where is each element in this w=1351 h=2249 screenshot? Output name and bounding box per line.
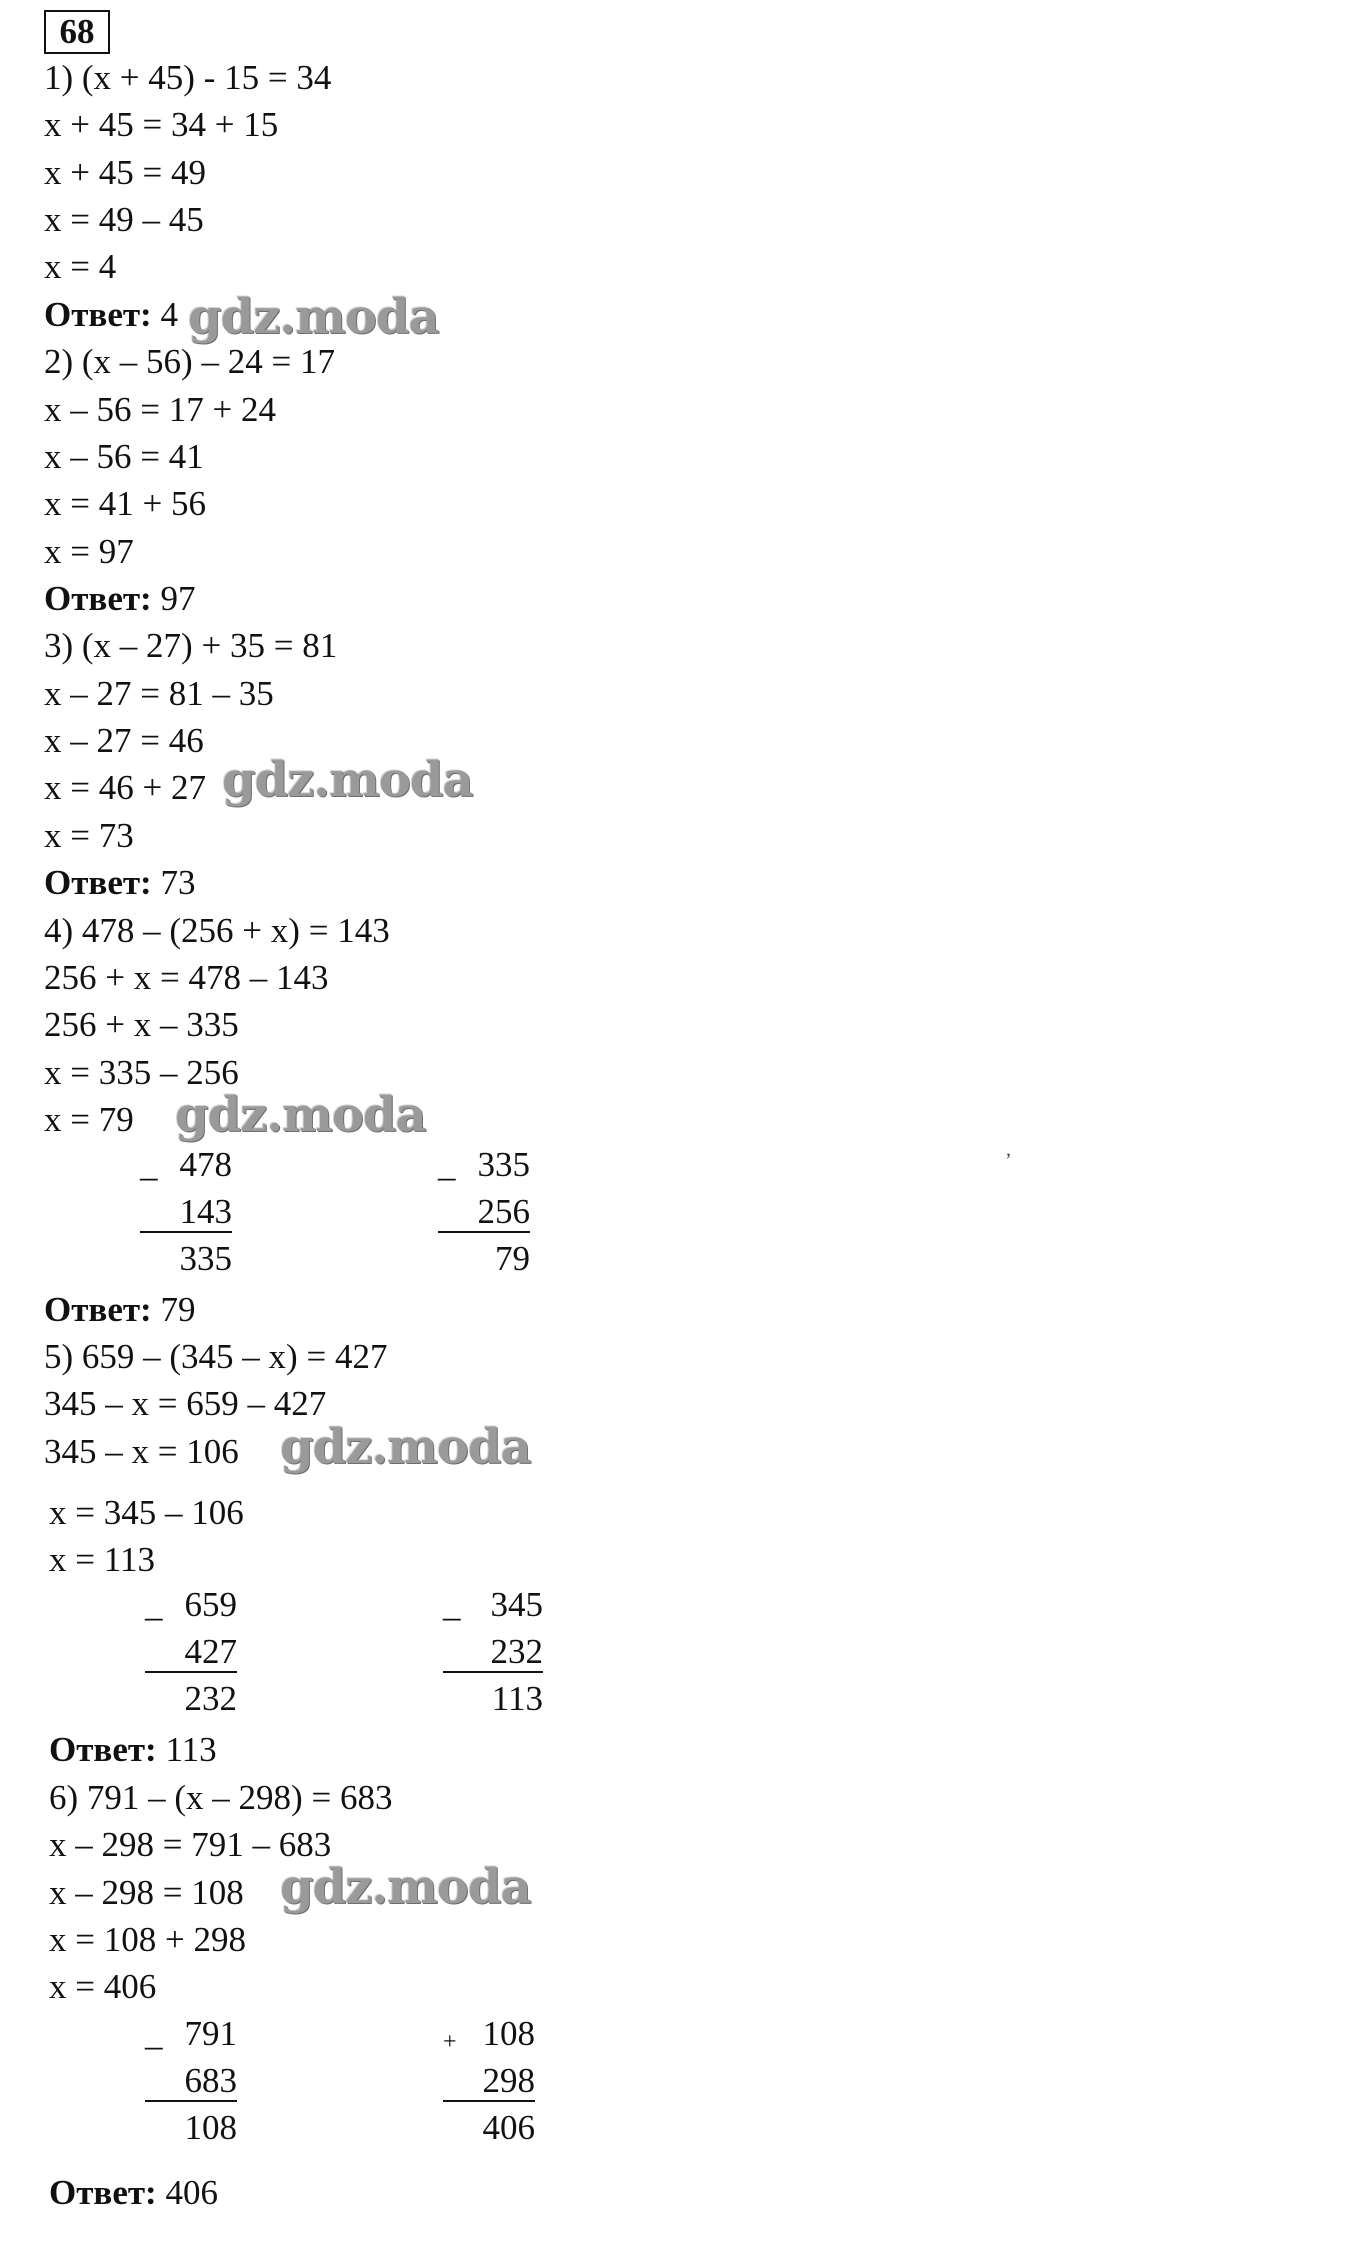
answer-label: Ответ: <box>49 2173 157 2212</box>
answer-label: Ответ: <box>44 579 152 618</box>
difference: 335 <box>179 1239 232 1278</box>
answer-value: 73 <box>160 863 196 902</box>
equation-line: 1) (x + 45) - 15 = 34 <box>44 58 332 97</box>
equation-line: x + 45 = 49 <box>44 153 206 192</box>
answer-value: 79 <box>160 1290 196 1329</box>
result-rule <box>145 1671 237 1673</box>
equation-line: x = 113 <box>49 1540 155 1579</box>
equation-line: 345 – x = 106 <box>44 1432 239 1471</box>
answer-line <box>44 1290 195 1330</box>
answer-line <box>44 295 178 335</box>
column-subtraction <box>438 1145 530 1278</box>
minuend: 345 <box>490 1585 543 1624</box>
column-addition <box>443 2014 535 2147</box>
subtrahend: 143 <box>179 1192 232 1231</box>
answer-label: Ответ: <box>44 1290 152 1329</box>
watermark: gdz.moda <box>280 1419 531 1475</box>
minuend: 791 <box>184 2014 237 2053</box>
difference: 113 <box>491 1679 543 1718</box>
equation-line: 256 + x = 478 – 143 <box>44 958 329 997</box>
equation-line: x – 27 = 46 <box>44 721 204 760</box>
difference: 232 <box>184 1679 237 1718</box>
column-subtraction <box>140 1145 232 1278</box>
equation-line: 3) (x – 27) + 35 = 81 <box>44 626 338 665</box>
column-subtraction <box>145 1585 237 1718</box>
equation-line: x = 79 <box>44 1100 134 1139</box>
subtrahend: 683 <box>184 2061 237 2100</box>
equation-line: x = 49 – 45 <box>44 200 204 239</box>
equation-line: x = 108 + 298 <box>49 1920 246 1959</box>
equation-line: x = 335 – 256 <box>44 1053 239 1092</box>
minuend: 659 <box>184 1585 237 1624</box>
equation-line: 5) 659 – (345 – x) = 427 <box>44 1337 388 1376</box>
equation-line: x – 56 = 41 <box>44 437 204 476</box>
sum: 406 <box>482 2108 535 2147</box>
answer-line <box>49 1730 217 1770</box>
result-rule <box>145 2100 237 2102</box>
answer-value: 406 <box>165 2173 218 2212</box>
addend: 298 <box>482 2061 535 2100</box>
equation-line: x = 4 <box>44 247 117 286</box>
equation-line: 6) 791 – (x – 298) = 683 <box>49 1778 393 1817</box>
difference: 79 <box>495 1239 530 1278</box>
result-rule <box>438 1231 530 1233</box>
answer-line <box>49 2173 218 2213</box>
answer-line <box>44 579 195 619</box>
task-number: 68 <box>44 10 110 54</box>
operation-sign: _ <box>145 2014 163 2053</box>
watermark: gdz.moda <box>188 289 439 345</box>
operation-sign: _ <box>443 1585 461 1624</box>
scan-speck: ʼ <box>1005 1150 1012 1172</box>
equation-line: x – 27 = 81 – 35 <box>44 674 274 713</box>
watermark: gdz.moda <box>175 1087 426 1143</box>
equation-line: x = 46 + 27 <box>44 768 206 807</box>
equation-line: 4) 478 – (256 + x) = 143 <box>44 911 390 950</box>
subtrahend: 232 <box>490 1632 543 1671</box>
subtrahend: 256 <box>477 1192 530 1231</box>
subtrahend: 427 <box>184 1632 237 1671</box>
minuend: 478 <box>179 1145 232 1184</box>
result-rule <box>140 1231 232 1233</box>
operation-sign: _ <box>140 1145 158 1184</box>
operation-sign: _ <box>438 1145 456 1184</box>
equation-line: x = 97 <box>44 532 134 571</box>
answer-label: Ответ: <box>44 295 152 334</box>
equation-line: 256 + x – 335 <box>44 1005 239 1044</box>
answer-value: 113 <box>165 1730 217 1769</box>
equation-line: x = 345 – 106 <box>49 1493 244 1532</box>
equation-line: x – 298 = 108 <box>49 1873 244 1912</box>
result-rule <box>443 1671 543 1673</box>
answer-value: 4 <box>160 295 178 334</box>
answer-value: 97 <box>160 579 196 618</box>
minuend: 335 <box>477 1145 530 1184</box>
equation-line: x = 73 <box>44 816 134 855</box>
column-subtraction <box>145 2014 237 2147</box>
column-subtraction <box>443 1585 543 1718</box>
watermark: gdz.moda <box>222 752 473 808</box>
equation-line: x – 56 = 17 + 24 <box>44 390 276 429</box>
equation-line: 2) (x – 56) – 24 = 17 <box>44 342 335 381</box>
operation-sign: + <box>443 2029 457 2055</box>
equation-line: x = 406 <box>49 1967 157 2006</box>
watermark: gdz.moda <box>280 1859 531 1915</box>
equation-line: x – 298 = 791 – 683 <box>49 1825 332 1864</box>
operation-sign: _ <box>145 1585 163 1624</box>
answer-label: Ответ: <box>49 1730 157 1769</box>
answer-line <box>44 863 195 903</box>
equation-line: x + 45 = 34 + 15 <box>44 105 279 144</box>
result-rule <box>443 2100 535 2102</box>
difference: 108 <box>184 2108 237 2147</box>
addend: 108 <box>482 2014 535 2053</box>
answer-label: Ответ: <box>44 863 152 902</box>
equation-line: 345 – x = 659 – 427 <box>44 1384 327 1423</box>
equation-line: x = 41 + 56 <box>44 484 206 523</box>
